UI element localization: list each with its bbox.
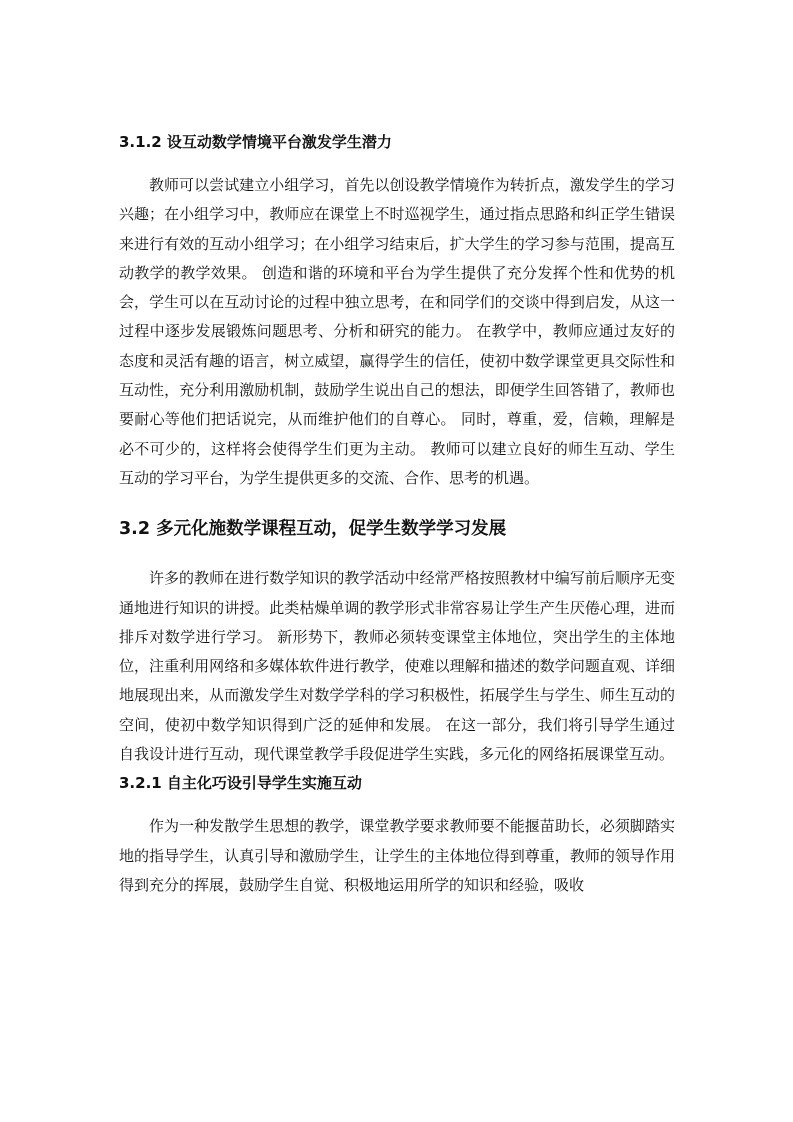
spacer [119, 156, 675, 171]
heading-3-1-2: 3.1.2 设互动数学情境平台激发学生潜力 [119, 133, 392, 151]
paragraph-3-2-1: 作为一种发散学生思想的教学，课堂教学要求教师要不能揠苗助长，必须脚踏实地的指导学生，认真引导和激励学生，让学生的主体地位得到尊重，教师的领导作用得到充分的挥展，鼓励学生自觉、积极地运用所学的知识和经验，吸收 [119, 817, 675, 894]
spacer [119, 493, 675, 513]
document-body [119, 128, 675, 900]
spacer [119, 545, 675, 564]
heading-3-2-1: 3.2.1 自主化巧设引导学生实施互动 [119, 774, 362, 793]
spacer [119, 797, 675, 812]
heading-3-2: 3.2 多元化施数学课程互动，促学生数学学习发展 [119, 519, 507, 540]
paragraph-3-2: 许多的教师在进行数学知识的教学活动中经常严格按照教材中编写前后顺序无变通地进行知识的讲授。此类枯燥单调的教学形式非常容易让学生产生厌倦心理，进而排斥对数学进行学习。 新形势下，教师必须转变课堂主体地位，突出学生的主体地位，注重利用网络和多媒体软件进行教学，使难以理解和描述的数学问题直观、详细地展现出来，从而激发学生对数学学科的学习积极性，拓展学生与学生、师生互动的空间，使初中数学知识得到广泛的延伸和发展。 在这一部分，我们将引导学生通过自我设计进行互动，现代课堂教学手段促进学生实践，多元化的网络拓展课堂互动。 [119, 569, 675, 764]
paragraph-3-1-2: 教师可以尝试建立小组学习，首先以创设教学情境作为转折点，激发学生的学习兴趣；在小组学习中，教师应在课堂上不时巡视学生，通过指点思路和纠正学生错误来进行有效的互动小组学习；在小组学习结束后，扩大学生的学习参与范围，提高互动教学的教学效果。 创造和谐的环境和平台为学生提供了充分发挥个性和优势的机会，学生可以在互动讨论的过程中独立思考，在和同学们的交谈中得到启发，从这一过程中逐步发展锻炼问题思考、分析和研究的能力。 在教学中，教师应通过友好的态度和灵活有趣的语言，树立威望，赢得学生的信任，使初中数学课堂更具交际性和互动性，充分利用激励机制，鼓励学生说出自己的想法，即便学生回答错了，教师也要耐心等他们把话说完，从而维护他们的自尊心。 同时，尊重，爱，信赖，理解是必不可少的，这样将会使得学生们更为主动。 教师可以建立良好的师生互动、学生互动的学习平台，为学生提供更多的交流、合作、思考的机遇。 [119, 176, 675, 487]
